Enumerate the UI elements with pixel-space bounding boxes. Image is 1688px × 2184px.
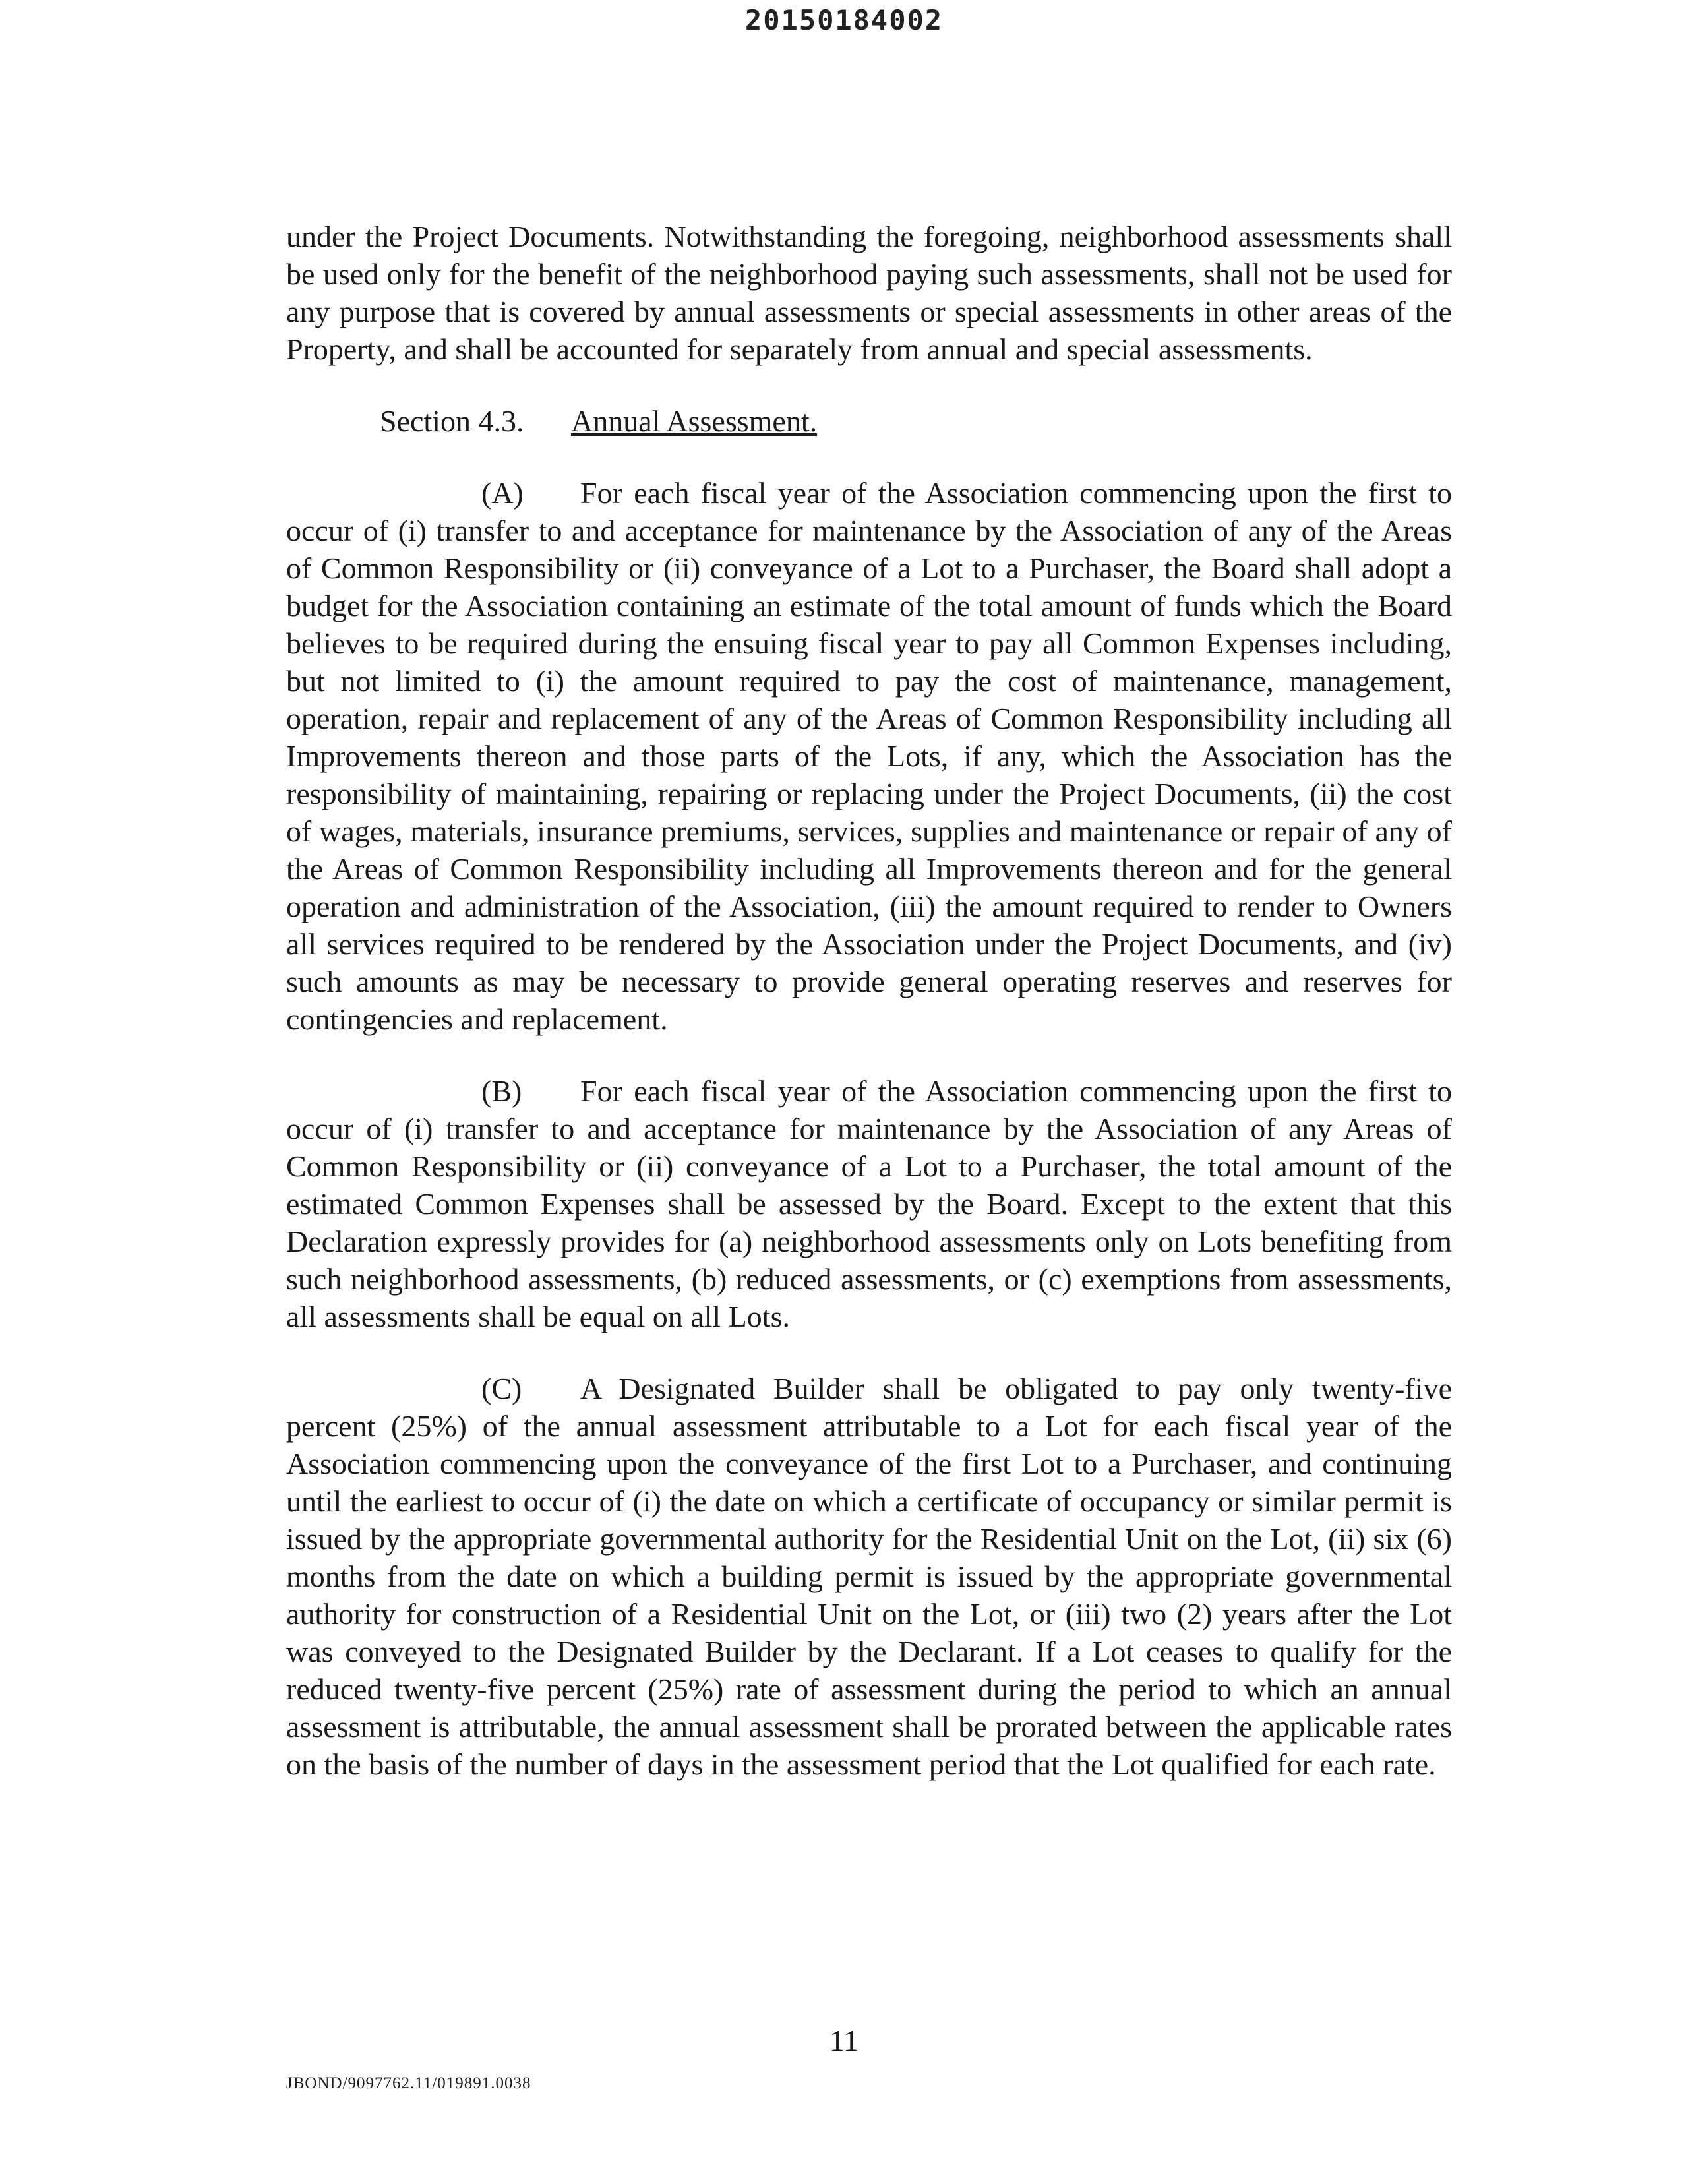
subsection-a <box>286 474 1452 1038</box>
section-heading <box>286 402 1452 440</box>
document-id: JBOND/9097762.11/019891.0038 <box>286 2075 531 2092</box>
spacer <box>286 440 1452 474</box>
subsection-a-letter: (A) <box>481 476 524 510</box>
subsection-a-text: For each fiscal year of the Association commencing upon the first to occur of (i) transfer to and acceptance for maintenance by the Association of any of the Areas of Common Responsibility or (ii) conveyance of a Lot to a Purchaser, the Board shall adopt a budget for the Association containing an estimate of the total amount of funds which the Board believes to be required during the ensuing fiscal year to pay all Common Expenses including, but not limited to (i) the amount required to pay the cost of maintenance, management, operation, repair and replacement of any of the Areas of Common Responsibility including all Improvements thereon and those parts of the Lots, if any, which the Association has the responsibility of maintaining, repairing or replacing under the Project Documents, (ii) the cost of wages, materials, insurance premiums, services, supplies and maintenance or repair of any of the Areas of Common Responsibility including all Improvements thereon and for the general operation and administration of the Association, (iii) the amount required to render to Owners all services required to be rendered by the Association under the Project Documents, and (iv) such amounts as may be necessary to provide general operating reserves and reserves for contingencies and replacement. <box>286 476 1452 1036</box>
intro-paragraph: under the Project Documents. Notwithstanding the foregoing, neighborhood assessments shall be used only for the benefit of the neighborhood paying such assessments, shall not be used for any purpose that is covered by annual assessments or special assessments in other areas of the Property, and shall be accounted for separately from annual and special assessments. <box>286 220 1452 366</box>
subsection-c <box>286 1370 1452 1783</box>
subsection-b-text: For each fiscal year of the Association commencing upon the first to occur of (i) transfer to and acceptance for maintenance by the Association of any Areas of Common Responsibility or (ii) conveyance of a Lot to a Purchaser, the total amount of the estimated Common Expenses shall be assessed by the Board. Except to the extent that this Declaration expressly provides for (a) neighborhood assessments only on Lots benefiting from such neighborhood assessments, (b) reduced assessments, or (c) exemptions from assessments, all assessments shall be equal on all Lots. <box>286 1074 1452 1333</box>
subsection-c-letter: (C) <box>481 1372 522 1405</box>
subsection-c-text: A Designated Builder shall be obligated to pay only twenty-five percent (25%) of the annual assessment attributable to a Lot for each fiscal year of the Association commencing upon the conveyance of the first Lot to a Purchaser, and continuing until the earliest to occur of (i) the date on which a certificate of occupancy or similar permit is issued by the appropriate governmental authority for the Residential Unit on the Lot, (ii) six (6) months from the date on which a building permit is issued by the appropriate governmental authority for construction of a Residential Unit on the Lot, or (iii) two (2) years after the Lot was conveyed to the Designated Builder by the Declarant. If a Lot ceases to qualify for the reduced twenty-five percent (25%) rate of assessment during the period to which an annual assessment is attributable, the annual assessment shall be prorated between the applicable rates on the basis of the number of days in the assessment period that the Lot qualified for each rate. <box>286 1372 1452 1781</box>
document-body <box>286 218 1452 1783</box>
subsection-b <box>286 1072 1452 1335</box>
recording-number-stamp: 20150184002 <box>744 4 944 36</box>
subsection-b-letter: (B) <box>481 1074 522 1108</box>
spacer <box>286 368 1452 402</box>
page-number: 11 <box>829 2024 859 2057</box>
spacer <box>286 1335 1452 1370</box>
section-title: Annual Assessment. <box>571 404 818 438</box>
section-number: Section 4.3. <box>380 404 524 438</box>
spacer <box>286 1038 1452 1072</box>
